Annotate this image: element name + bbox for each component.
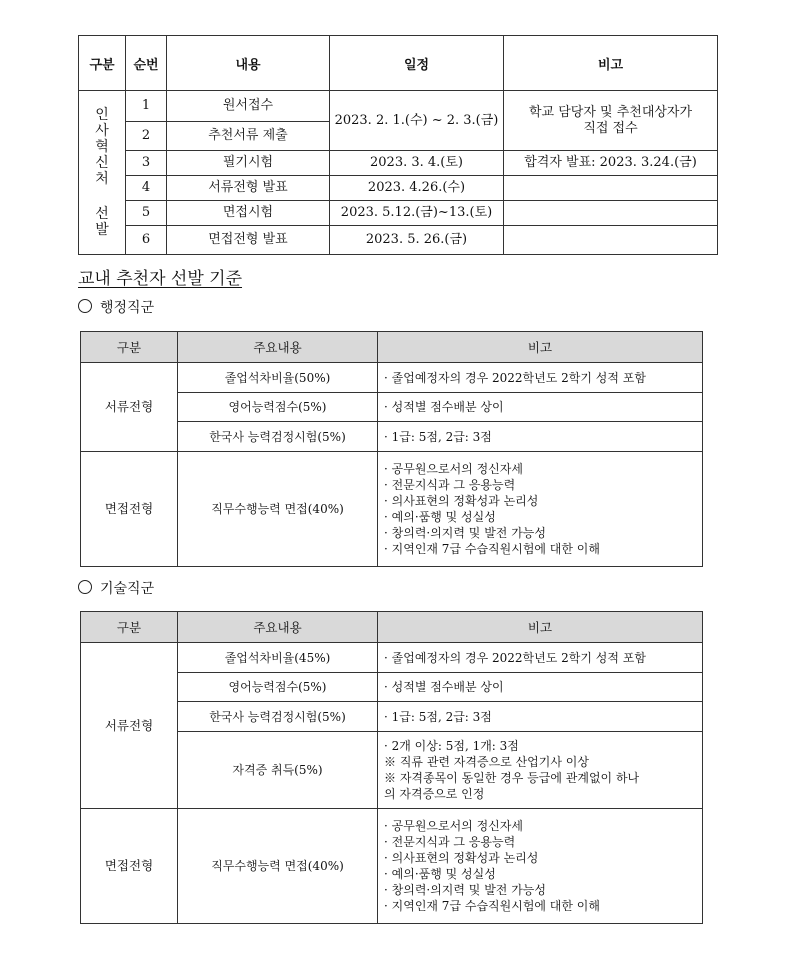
header-main-content: 주요내용 [178, 612, 378, 643]
table-row [81, 809, 703, 924]
note-line: · 창의력·의지력 및 발전 가능성 [384, 526, 546, 540]
criteria-header-row [81, 612, 703, 643]
group-char: 신 [95, 155, 109, 171]
date-cell: 2023. 4.26.(수) [330, 176, 504, 201]
schedule-table [78, 35, 718, 255]
header-date: 일정 [330, 36, 504, 91]
admin-title: 행정직군 [100, 300, 155, 316]
group-char: 발 [95, 222, 109, 238]
group-char: 인 [95, 107, 109, 123]
note-line: · 공무원으로서의 정신자세 [384, 462, 523, 476]
tech-title: 기술직군 [100, 581, 155, 597]
tech-criteria-table [80, 611, 703, 924]
date-cell: 2023. 5.12.(금)~13.(토) [330, 201, 504, 226]
note-line: · 예의·품행 및 성실성 [384, 510, 496, 524]
note-cell [504, 176, 718, 201]
note-cell: · 1급: 5점, 2급: 3점 [378, 422, 703, 452]
header-category: 구분 [81, 332, 178, 363]
table-row [81, 363, 703, 393]
admin-criteria-table [80, 331, 703, 567]
note-cell: · 졸업예정자의 경우 2022학년도 2학기 성적 포함 [378, 363, 703, 393]
header-main-content: 주요내용 [178, 332, 378, 363]
note-line: ※ 직류 관련 자격증으로 산업기사 이상 [384, 755, 589, 769]
header-category: 구분 [81, 612, 178, 643]
note-cell: 합격자 발표: 2023. 3.24.(금) [504, 151, 718, 176]
content-cell: 면접전형 발표 [167, 226, 330, 255]
date-cell: 2023. 2. 1.(수) ~ 2. 3.(금) [330, 91, 504, 151]
doc-group-cell: 서류전형 [81, 363, 178, 452]
criteria-header-row [81, 332, 703, 363]
group-char: 혁 [95, 139, 109, 155]
note-cell [378, 452, 703, 567]
note-line: · 지역인재 7급 수습직원시험에 대한 이해 [384, 542, 600, 556]
group-char: 선 [95, 206, 109, 222]
table-row [81, 452, 703, 567]
note-cell: · 졸업예정자의 경우 2022학년도 2학기 성적 포함 [378, 643, 703, 673]
note-line: · 의사표현의 정확성과 논리성 [384, 494, 539, 508]
note-line: · 의사표현의 정확성과 논리성 [384, 851, 539, 865]
item-cell: 자격증 취득(5%) [178, 732, 378, 809]
schedule-header-row [79, 36, 718, 91]
table-row [79, 91, 718, 122]
admin-subtitle [78, 297, 154, 317]
table-row [81, 643, 703, 673]
table-row [79, 151, 718, 176]
header-note: 비고 [504, 36, 718, 91]
item-cell: 영어능력점수(5%) [178, 393, 378, 422]
content-cell: 면접시험 [167, 201, 330, 226]
note-cell [504, 201, 718, 226]
note-line: · 전문지식과 그 응용능력 [384, 478, 516, 492]
header-note: 비고 [378, 332, 703, 363]
interview-group-cell: 면접전형 [81, 452, 178, 567]
date-cell: 2023. 3. 4.(토) [330, 151, 504, 176]
note-cell [378, 732, 703, 809]
note-cell: · 1급: 5점, 2급: 3점 [378, 702, 703, 732]
note-cell [504, 91, 718, 151]
note-line: · 창의력·의지력 및 발전 가능성 [384, 883, 546, 897]
table-row [79, 176, 718, 201]
item-cell: 영어능력점수(5%) [178, 673, 378, 702]
header-seq: 순번 [126, 36, 167, 91]
seq-cell: 2 [126, 122, 167, 151]
circle-bullet-icon [78, 580, 92, 594]
note-line: 의 자격증으로 인정 [384, 787, 485, 801]
header-content: 내용 [167, 36, 330, 91]
section-title: 교내 추천자 선발 기준 [78, 269, 243, 289]
note-line: · 예의·품행 및 성실성 [384, 867, 496, 881]
note-line: 학교 담당자 및 추천대상자가 [528, 104, 693, 120]
seq-cell: 4 [126, 176, 167, 201]
header-note: 비고 [378, 612, 703, 643]
circle-bullet-icon [78, 299, 92, 313]
doc-group-cell: 서류전형 [81, 643, 178, 809]
seq-cell: 1 [126, 91, 167, 122]
note-line: ※ 자격종목이 동일한 경우 등급에 관계없이 하나 [384, 771, 640, 785]
table-row [79, 226, 718, 255]
item-cell: 한국사 능력검정시험(5%) [178, 702, 378, 732]
date-cell: 2023. 5. 26.(금) [330, 226, 504, 255]
content-cell: 서류전형 발표 [167, 176, 330, 201]
note-line: · 공무원으로서의 정신자세 [384, 819, 523, 833]
item-cell: 졸업석차비율(50%) [178, 363, 378, 393]
seq-cell: 5 [126, 201, 167, 226]
seq-cell: 6 [126, 226, 167, 255]
header-category: 구분 [79, 36, 126, 91]
item-cell: 한국사 능력검정시험(5%) [178, 422, 378, 452]
group-cell [79, 91, 126, 255]
content-cell: 추천서류 제출 [167, 122, 330, 151]
note-line: · 지역인재 7급 수습직원시험에 대한 이해 [384, 899, 600, 913]
note-cell [378, 809, 703, 924]
note-cell: · 성적별 점수배분 상이 [378, 673, 703, 702]
note-line: · 2개 이상: 5점, 1개: 3점 [384, 739, 519, 753]
item-cell: 직무수행능력 면접(40%) [178, 809, 378, 924]
table-row [79, 201, 718, 226]
note-cell: · 성적별 점수배분 상이 [378, 393, 703, 422]
group-char: 사 [95, 123, 109, 139]
note-line: 직접 접수 [583, 120, 638, 136]
content-cell: 원서접수 [167, 91, 330, 122]
note-cell [504, 226, 718, 255]
item-cell: 직무수행능력 면접(40%) [178, 452, 378, 567]
group-char: 처 [95, 171, 109, 187]
content-cell: 필기시험 [167, 151, 330, 176]
tech-subtitle [78, 578, 154, 598]
item-cell: 졸업석차비율(45%) [178, 643, 378, 673]
interview-group-cell: 면접전형 [81, 809, 178, 924]
note-line: · 전문지식과 그 응용능력 [384, 835, 516, 849]
seq-cell: 3 [126, 151, 167, 176]
group-spacer [79, 187, 125, 206]
